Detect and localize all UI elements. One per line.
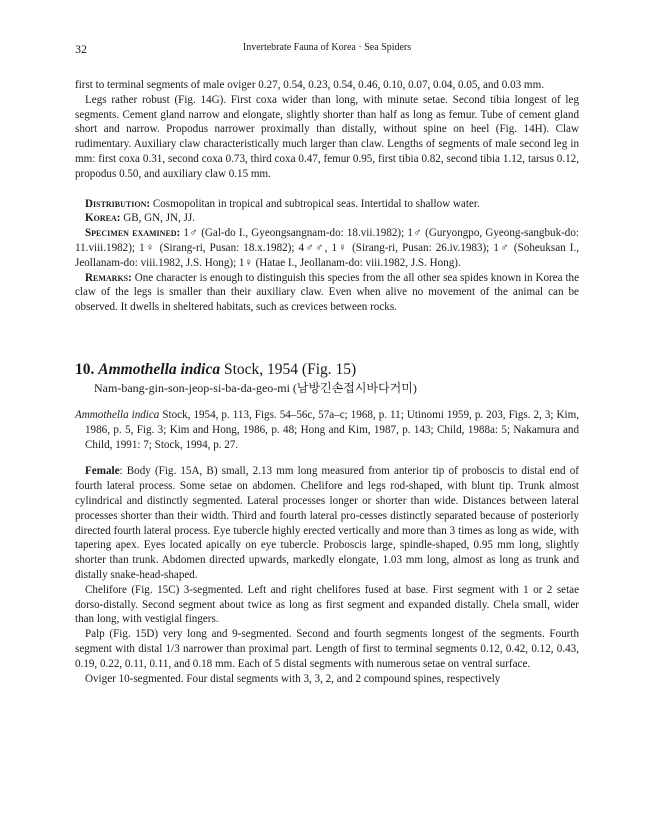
remarks-paragraph xyxy=(75,271,579,315)
distribution-text: Cosmopolitan in tropical and subtropical seas. Intertidal to shallow water. xyxy=(150,197,480,210)
species-number: 10. xyxy=(75,360,95,378)
species-author: Stock, 1954 (Fig. 15) xyxy=(220,360,357,378)
korea-paragraph xyxy=(75,211,579,226)
remarks-text: One character is enough to distinguish this species from the all other sea spides known in Korea the claw of the legs is smaller than their auxiliary claw. Even when alive no movement of the animal can be observed. It dwells in sheltered habitats, such as crevices between rocks. xyxy=(75,271,579,314)
korean-name: Nam-bang-gin-son-jeop-si-ba-da-geo-mi (남방긴손접시바다거미) xyxy=(94,380,417,395)
oviger-paragraph: Oviger 10-segmented. Four distal segments with 3, 3, 2, and 2 compound spines, respectively xyxy=(85,672,501,685)
legs-paragraph: Legs rather robust (Fig. 14G). First coxa wider than long, with minute setae. Second tibia longest of leg segments. Cement gland narrow and elongate, slightly shorter than half as long as femur. Tube of cement gland short and narrow. Propodus narrower proximally than distally, without spine on heel (Fig. 14H). Claw rudimentary. Auxiliary claw characteristically much larger than claw. Lengths of segments of male second leg in mm: first coxa 0.31, second coxa 0.73, third coxa 0.47, femur 0.95, first tibia 0.82, second tibia 1.12, tarsus 0.12, propodus 0.50, and auxiliary claw 0.15 mm. xyxy=(75,93,579,180)
specimen-label: Specimen examined: xyxy=(85,227,181,240)
page-header xyxy=(75,42,579,58)
page-body xyxy=(75,78,579,686)
female-text: : Body (Fig. 15A, B) small, 2.13 mm long measured from anterior tip of proboscis to distal end of fourth lateral process. Some setae on abdomen. Chelifore and legs rod-shaped, with blunt tip. Trunk almost cylindrical and distinctly segmented. Lateral processes longer or shorter than wide. Distances between lateral processes shorter than their width. Third and fourth lateral pro-cesses distinctly separated because of posteriorly directed fourth lateral process. Eye tubercle highly erected vertically and more than 3 times as long as wide, with tapering apex. Eyes located apically on eye tubercle. Proboscis large, spindle-shaped, 0.95 mm long, slightly shorter than trunk. Abdomen directed upwards, markedly elongate, 1.03 mm long, almost as long as trunk and distally snake-head-shaped. xyxy=(75,465,579,581)
remarks-label: Remarks: xyxy=(85,271,132,284)
palp-paragraph: Palp (Fig. 15D) very long and 9-segmented. Second and fourth segments longest of the segments. Fourth segment with distal 1/3 narrower than proximal part. Length of first to terminal segments 0.12, 0.42, 0.12, 0.43, 0.19, 0.22, 0.11, 0.11, and 0.18 mm. Each of 5 distal segments with numerous setae on ventral surface. xyxy=(75,628,579,670)
running-title: Invertebrate Fauna of Korea · Sea Spiders xyxy=(242,42,412,53)
specimen-paragraph xyxy=(75,226,579,270)
female-paragraph xyxy=(75,464,579,582)
synonymy-text: Stock, 1954, p. 113, Figs. 54–56c, 57a–c; 1968, p. 11; Utinomi 1959, p. 203, Figs. 2, 3; Kim, 1986, p. 5, Fig. 3; Kim and Hong, 1986, p. 48; Hong and Kim, 1987, p. 143; Child, 1988a: 5; Nakamura and Child, 1991: 7; Stock, 1994, p. 27. xyxy=(85,408,579,451)
species-heading xyxy=(75,360,579,379)
korea-text: GB, GN, JN, JJ. xyxy=(120,212,196,225)
distribution-paragraph xyxy=(75,197,579,212)
synonymy-paragraph xyxy=(75,408,579,452)
specimen-text: 1♂ (Gal-do I., Gyeongsangnam-do: 18.vii.1982); 1♂ (Guryongpo, Gyeong-sangbuk-do: 11.viii.1982); 1♀ (Sirang-ri, Pusan: 18.x.1982); 4♂♂, 1♀ (Sirang-ri, Pusan: 26.iv.1983); 1♂ (Soheuksan I., Jeollanam-do: viii.1982, J.S. Hong); 1♀ (Hatae I., Jeollanam-do: viii.1982, J.S. Hong). xyxy=(75,227,579,269)
chelifore-paragraph: Chelifore (Fig. 15C) 3-segmented. Left and right chelifores fused at base. First segment with 1 or 2 setae dorso-distally. Second segment about twice as long as first segment and expanded distally. Chela small, wider than long, with vestigial fingers. xyxy=(75,583,579,626)
synonymy-taxon: Ammothella indica xyxy=(75,408,160,421)
species-name: Ammothella indica xyxy=(98,360,221,378)
oviger-lengths-continuation: first to terminal segments of male oviger 0.27, 0.54, 0.23, 0.54, 0.46, 0.10, 0.07, 0.04, 0.05, and 0.03 mm. xyxy=(75,79,544,91)
distribution-label: Distribution: xyxy=(85,197,151,210)
female-label: Female xyxy=(85,465,120,478)
page-number: 32 xyxy=(75,42,87,56)
korea-label: Korea: xyxy=(85,212,121,225)
